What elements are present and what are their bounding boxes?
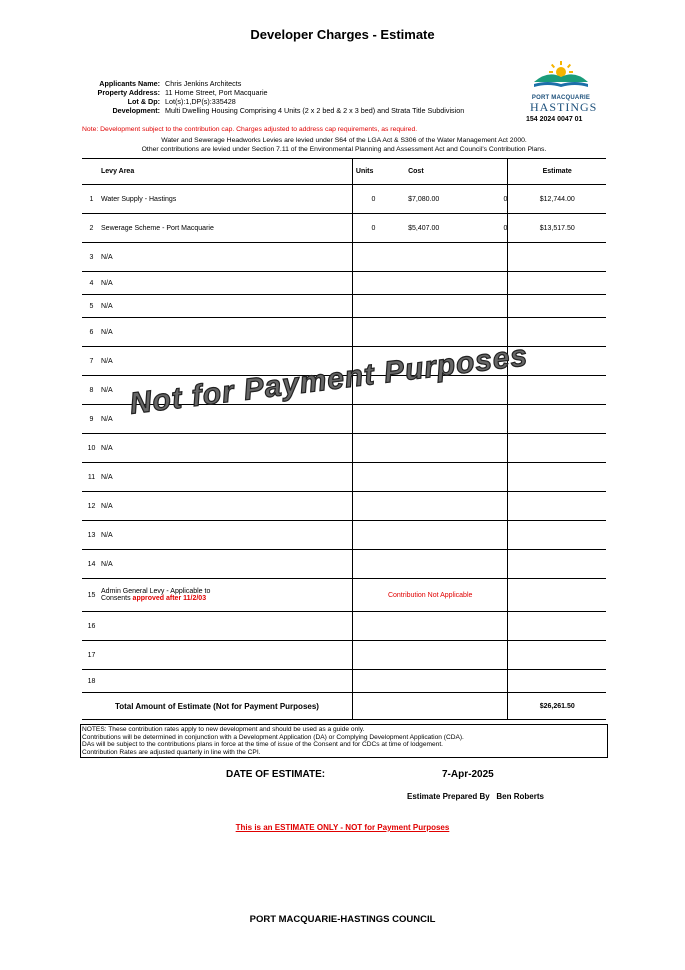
- lot-dp-row: [10, 97, 464, 106]
- row-estimate: [508, 434, 606, 463]
- row-cost: [394, 521, 498, 550]
- row-estimate: $12,744.00: [508, 185, 606, 214]
- row-units: [352, 492, 394, 521]
- row-number: 6: [82, 318, 101, 347]
- row-levy-area: N/A: [101, 295, 352, 318]
- property-address-label: Property Address:: [97, 88, 160, 97]
- row-units: [352, 521, 394, 550]
- row-flag: [498, 295, 508, 318]
- row-levy-area: N/A: [101, 550, 352, 579]
- row-number: 9: [82, 405, 101, 434]
- table-row: [82, 641, 606, 670]
- row-levy-area: Water Supply - Hastings: [101, 185, 352, 214]
- logo-line1: PORT MACQUARIE: [531, 95, 591, 101]
- row-levy-area: [101, 612, 352, 641]
- row-flag: 0: [498, 214, 508, 243]
- row-cost: [394, 492, 498, 521]
- row-estimate: [508, 579, 606, 612]
- row-levy-area: [101, 641, 352, 670]
- row-units: [352, 272, 394, 295]
- lot-dp-value: Lot(s):1,DP(s):335428: [165, 97, 236, 106]
- row-cost: [394, 463, 498, 492]
- property-address-value: 11 Home Street, Port Macquarie: [165, 88, 268, 97]
- row-number: 8: [82, 376, 101, 405]
- row-units: 0: [352, 185, 394, 214]
- date-label: DATE OF ESTIMATE:: [226, 769, 326, 780]
- row-units: [352, 405, 394, 434]
- admin-levy-approved-after: approved after 11/2/03: [132, 595, 207, 602]
- row-number: 18: [82, 670, 101, 693]
- row-units: [352, 434, 394, 463]
- row-flag: [498, 492, 508, 521]
- page-title: Developer Charges - Estimate: [250, 27, 435, 42]
- notes-box: [80, 724, 608, 758]
- row-flag: [498, 405, 508, 434]
- row-estimate: [508, 463, 606, 492]
- header-flag: [498, 159, 508, 185]
- lot-dp-label: Lot & Dp:: [127, 97, 160, 106]
- row-number: 16: [82, 612, 101, 641]
- table-row: [82, 295, 606, 318]
- row-flag: [498, 463, 508, 492]
- total-row: [82, 693, 606, 720]
- row-cost: [394, 272, 498, 295]
- row-units: 0: [352, 214, 394, 243]
- levy-note-2: Other contributions are levied under Section 7.11 of the Environmental Planning and Assessment Act and Council's Contribution Plans.: [141, 146, 547, 153]
- row-number: 2: [82, 214, 101, 243]
- row-number: 14: [82, 550, 101, 579]
- row-units: [352, 295, 394, 318]
- row-flag: [498, 521, 508, 550]
- row-estimate: [508, 670, 606, 693]
- property-address-row: [10, 88, 464, 97]
- table-row: [82, 463, 606, 492]
- row-number: 11: [82, 463, 101, 492]
- row-cost: [394, 243, 498, 272]
- row-cost: [394, 670, 498, 693]
- admin-levy-status: Contribution Not Applicable: [352, 579, 508, 612]
- header-cost: Cost: [408, 168, 424, 175]
- cap-note: Note: Development subject to the contribution cap. Charges adjusted to address cap requirements, as required.: [82, 126, 418, 133]
- table-row: [82, 272, 606, 295]
- total-label: Total Amount of Estimate (Not for Payment Purposes): [82, 693, 352, 720]
- row-flag: [498, 243, 508, 272]
- total-spacer: [352, 693, 508, 720]
- header-num: [82, 159, 101, 185]
- table-row: [82, 492, 606, 521]
- row-number: 3: [82, 243, 101, 272]
- table-row: [82, 612, 606, 641]
- admin-levy-row: [82, 579, 606, 612]
- row-estimate: [508, 272, 606, 295]
- row-flag: 0: [498, 185, 508, 214]
- table-row: [82, 521, 606, 550]
- note-line: DAs will be subject to the contributions plans in force at the time of issue of the Consent and for CDCs at time of lodgement.: [82, 741, 444, 749]
- admin-levy-consents: Consents: [101, 595, 133, 602]
- row-levy-area: N/A: [101, 347, 352, 376]
- row-number: 5: [82, 295, 101, 318]
- header-units: Units: [352, 159, 394, 185]
- row-levy-area: [101, 670, 352, 693]
- admin-levy-line1: Admin General Levy - Applicable to: [101, 588, 211, 595]
- row-estimate: [508, 376, 606, 405]
- row-number: 12: [82, 492, 101, 521]
- row-cost: $7,080.00: [394, 185, 498, 214]
- row-number: 13: [82, 521, 101, 550]
- row-levy-area: N/A: [101, 492, 352, 521]
- council-footer: PORT MACQUARIE-HASTINGS COUNCIL: [249, 914, 436, 925]
- row-levy-area: N/A: [101, 405, 352, 434]
- row-cost: [394, 641, 498, 670]
- council-logo: [530, 60, 598, 114]
- row-flag: [498, 434, 508, 463]
- row-cost: [394, 550, 498, 579]
- row-levy-area: N/A: [101, 521, 352, 550]
- prepared-by-name: Ben Roberts: [496, 792, 544, 801]
- table-row: [82, 185, 606, 214]
- row-number: 4: [82, 272, 101, 295]
- levy-note-1: Water and Sewerage Headworks Levies are levied under S64 of the LGA Act & S306 of the Water Management Act 2000.: [161, 137, 527, 144]
- row-estimate: [508, 492, 606, 521]
- row-estimate: [508, 295, 606, 318]
- row-estimate: [508, 641, 606, 670]
- applicant-name-label: Applicants Name:: [99, 79, 160, 88]
- applicant-name-value: Chris Jenkins Architects: [165, 79, 242, 88]
- row-estimate: [508, 521, 606, 550]
- header-levy-area: Levy Area: [101, 168, 135, 175]
- row-units: [352, 641, 394, 670]
- table-row: [82, 318, 606, 347]
- note-line: Contributions will be determined in conjunction with a Development Application (DA) or Complying Development Application (CDA).: [82, 733, 464, 741]
- row-flag: [498, 612, 508, 641]
- table-row: [82, 434, 606, 463]
- row-units: [352, 670, 394, 693]
- row-levy-area: Sewerage Scheme - Port Macquarie: [101, 214, 352, 243]
- row-cost: [394, 434, 498, 463]
- row-number: 1: [82, 185, 101, 214]
- row-flag: [498, 272, 508, 295]
- row-cost: [394, 405, 498, 434]
- row-levy-area: N/A: [101, 243, 352, 272]
- row-units: [352, 463, 394, 492]
- row-estimate: [508, 550, 606, 579]
- row-number: 7: [82, 347, 101, 376]
- row-units: [352, 243, 394, 272]
- applicant-name-row: [10, 79, 464, 88]
- row-estimate: [508, 405, 606, 434]
- row-estimate: $13,517.50: [508, 214, 606, 243]
- prepared-by-label: Estimate Prepared By: [407, 792, 490, 801]
- table-row: [82, 243, 606, 272]
- row-number: 17: [82, 641, 101, 670]
- note-line: NOTES: These contribution rates apply to new development and should be used as a guide only.: [82, 726, 365, 733]
- row-units: [352, 550, 394, 579]
- row-flag: [498, 670, 508, 693]
- row-estimate: [508, 243, 606, 272]
- row-levy-area: N/A: [101, 376, 352, 405]
- table-row: [82, 550, 606, 579]
- table-row: [82, 214, 606, 243]
- watermark: Not for Payment Purposes: [128, 339, 530, 421]
- row-levy-area: N/A: [101, 318, 352, 347]
- applicant-details: [10, 79, 464, 115]
- row-units: [352, 318, 394, 347]
- table-row: [82, 670, 606, 693]
- row-levy-area: [101, 579, 352, 612]
- development-value: Multi Dwelling Housing Comprising 4 Units (2 x 2 bed & 2 x 3 bed) and Strata Title Subdivision: [165, 106, 465, 115]
- levy-table: [82, 158, 606, 720]
- row-number: 10: [82, 434, 101, 463]
- row-cost: [394, 318, 498, 347]
- row-levy-area: N/A: [101, 272, 352, 295]
- row-flag: [498, 376, 508, 405]
- date-value: 7-Apr-2025: [442, 769, 494, 780]
- row-cost: [394, 295, 498, 318]
- logo-line2: HASTINGS: [530, 100, 598, 114]
- row-number: 15: [82, 579, 101, 612]
- row-cost: $5,407.00: [394, 214, 498, 243]
- development-row: [10, 106, 464, 115]
- row-flag: [498, 641, 508, 670]
- note-line: Contribution Rates are adjusted quarterly in line with the CPI.: [82, 748, 261, 756]
- development-label: Development:: [112, 106, 160, 115]
- levy-table-header: [82, 159, 606, 185]
- header-estimate: Estimate: [508, 159, 606, 185]
- row-levy-area: N/A: [101, 434, 352, 463]
- row-estimate: [508, 612, 606, 641]
- row-flag: [498, 550, 508, 579]
- row-cost: [394, 612, 498, 641]
- row-units: [352, 612, 394, 641]
- estimate-only-notice: This is an ESTIMATE ONLY - NOT for Payment Purposes: [235, 823, 450, 832]
- total-value: $26,261.50: [508, 693, 606, 720]
- reference-number: 154 2024 0047 01: [526, 116, 583, 123]
- council-logo-icon: [530, 60, 592, 90]
- row-levy-area: N/A: [101, 463, 352, 492]
- prepared-by: [407, 792, 544, 801]
- admin-levy-line2: [101, 595, 352, 602]
